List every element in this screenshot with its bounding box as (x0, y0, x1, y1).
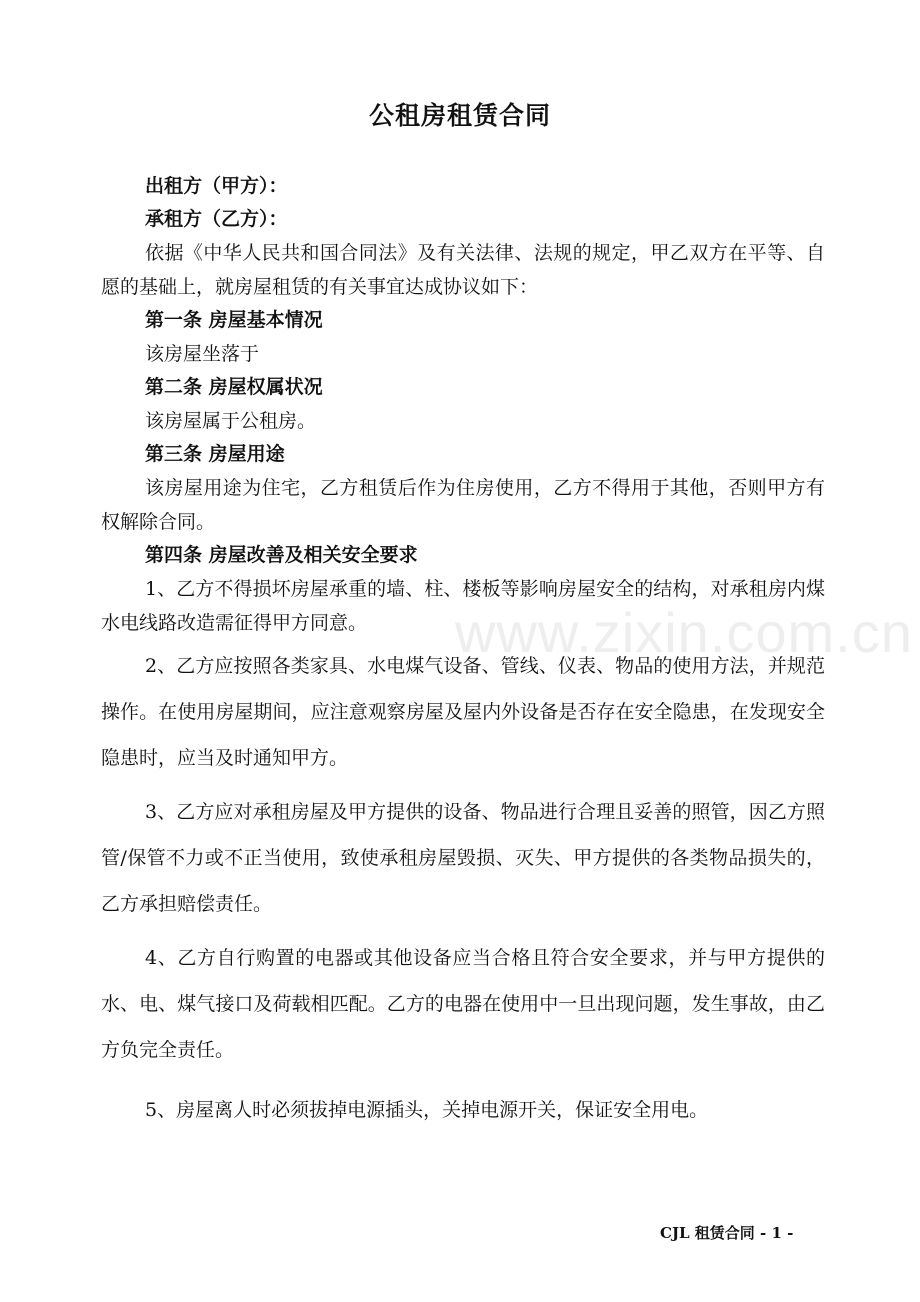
article-4-item-4: 4、乙方自行购置的电器或其他设备应当合格且符合安全要求，并与甲方提供的水、电、煤气接口及荷载相匹配。乙方的电器在使用中一旦出现问题，发生事故，由乙方负完全责任。 (101, 947, 825, 1061)
footer-label: CJL 租赁合同 (660, 1224, 755, 1242)
article-4-item-1: 1、乙方不得损坏房屋承重的墙、柱、楼板等影响房屋安全的结构，对承租房内煤水电线路改造需征得甲方同意。 (101, 578, 825, 634)
intro-paragraph: 依据《中华人民共和国合同法》及有关法律、法规的规定，甲乙双方在平等、自愿的基础上，就房屋租赁的有关事宜达成协议如下： (101, 242, 825, 298)
lessor-line: 出租方（甲方）： (145, 175, 288, 197)
article-2-heading: 第二条 房屋权属状况 (145, 376, 323, 398)
article-3-body: 该房屋用途为住宅，乙方租赁后作为住房使用，乙方不得用于其他，否则甲方有权解除合同。 (101, 477, 825, 533)
article-3-heading: 第三条 房屋用途 (145, 443, 285, 465)
article-4-heading: 第四条 房屋改善及相关安全要求 (145, 544, 418, 566)
watermark: www.zixin.com.cn (455, 601, 913, 664)
page-title: 公租房租赁合同 (368, 101, 551, 130)
article-2-body: 该房屋属于公租房。 (145, 410, 317, 432)
article-4-item-3: 3、乙方应对承租房屋及甲方提供的设备、物品进行合理且妥善的照管，因乙方照管/保管不力或不正当使用，致使承租房屋毁损、灭失、甲方提供的各类物品损失的，乙方承担赔偿责任。 (101, 801, 825, 915)
page-number: - 1 - (760, 1224, 794, 1242)
lessee-line: 承租方（乙方）： (145, 208, 288, 230)
article-1-body: 该房屋坐落于 (145, 343, 260, 365)
page-footer (660, 1222, 793, 1243)
article-1-heading: 第一条 房屋基本情况 (145, 309, 323, 331)
article-4-item-2: 2、乙方应按照各类家具、水电煤气设备、管线、仪表、物品的使用方法，并规范操作。在使用房屋期间，应注意观察房屋及屋内外设备是否存在安全隐患，在发现安全隐患时，应当及时通知甲方。 (101, 655, 825, 769)
article-4-item-5: 5、房屋离人时必须拔掉电源插头，关掉电源开关，保证安全用电。 (145, 1099, 709, 1121)
